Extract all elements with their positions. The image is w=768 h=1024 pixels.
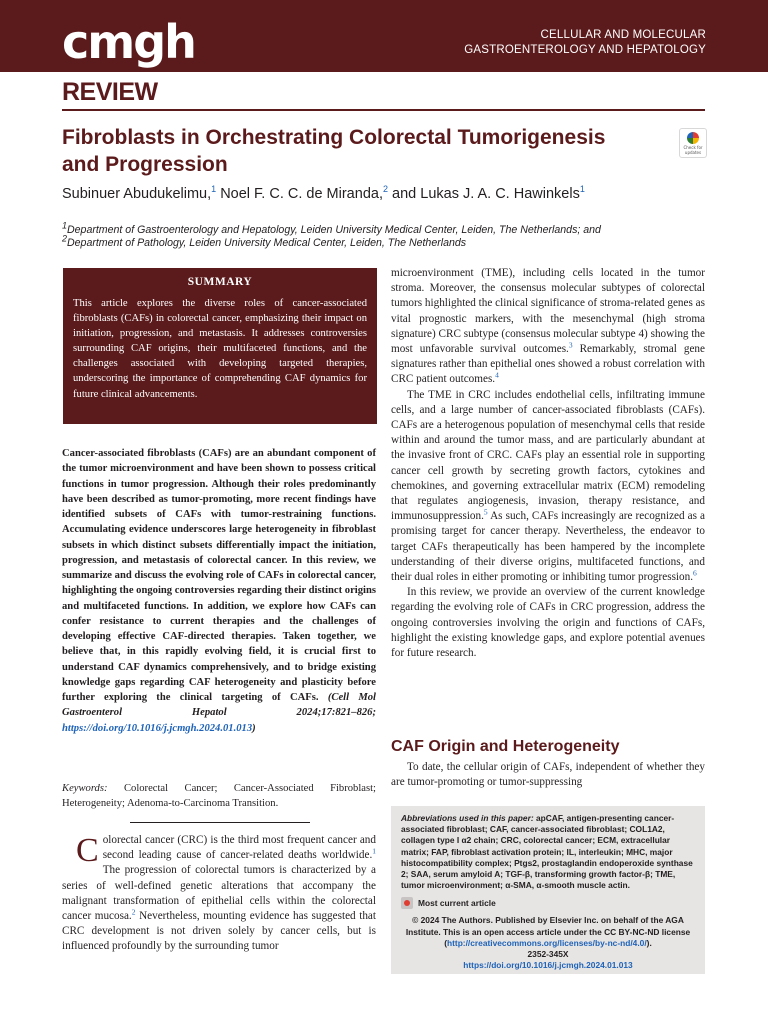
affiliation-text: Department of Gastroenterology and Hepatology, Leiden University Medical Center, Leiden, The Netherlands; and	[67, 224, 601, 236]
body-paragraph	[391, 388, 705, 586]
author-name: Subinuer Abudukelimu,	[62, 186, 212, 202]
introduction-paragraph	[62, 833, 376, 955]
body-paragraph	[391, 266, 705, 388]
abbreviations-box	[391, 806, 705, 974]
intro-text: olorectal cancer (CRC) is the third most frequent cancer and second leading cause of cancer-related deaths worldwide.	[102, 834, 376, 862]
section-heading: CAF Origin and Heterogeneity	[391, 738, 620, 755]
most-current-article[interactable]	[401, 897, 695, 909]
body-text: The TME in CRC includes endothelial cells, infiltrating immune cells, and a large number of cancer-associated fibroblasts (CAFs). CAFs are a heterogenous population of mesenchymal cells that reside within and around the tumor mass, and are particularly abundant at the invasive front of CRC. CAFs play an essential role in supporting cancer cell growth by secreting growth factors, cytokines and chemokines, and governing extracellular matrix (ECM) remodeling that regulates angiogenesis, invasion, therapy resistance, and immunosuppression.	[391, 388, 705, 523]
journal-header-band	[0, 0, 768, 72]
reference-link[interactable]: 3	[568, 340, 573, 350]
intro-text: The progression of colorectal tumors is characterized by a series of well-defined genetic alterations that accompany the malignant transformation of epithelial cells within the colorectal cancer mucosa.	[62, 864, 376, 923]
author-list	[62, 186, 585, 202]
reference-link[interactable]: 5	[483, 507, 488, 517]
reference-link[interactable]: 4	[495, 370, 499, 380]
journal-logo: cmgh	[62, 15, 195, 69]
right-column-text	[391, 266, 705, 661]
reference-link[interactable]: 6	[693, 568, 697, 578]
article-title: Fibroblasts in Orchestrating Colorectal Tumorigenesis and Progression	[62, 126, 606, 176]
author-name: Noel F. C. C. de Miranda,	[220, 186, 383, 202]
drop-cap: C	[76, 832, 99, 869]
affiliation-2	[62, 233, 467, 249]
affiliation-number: 1	[62, 220, 68, 231]
body-paragraph: In this review, we provide an overview of the current knowledge regarding the evolving role of CAFs in CRC progression, address the ongoing controversies involving the origin and functions of CAFs, highlight the existing knowledge gaps, and explore potential avenues for future research.	[391, 586, 705, 660]
affiliation-text: Department of Pathology, Leiden University Medical Center, Leiden, The Netherlands	[67, 237, 467, 249]
license-statement	[401, 915, 695, 971]
check-for-updates-badge[interactable]	[679, 128, 707, 158]
body-text: microenvironment (TME), including cells located in the tumor stroma. Moreover, the consensus molecular subtypes of colorectal tumors highlighted the clinical significance of stroma-related genes as vital prognostic markers, with the mesenchymal (high stroma signature) CRC subtype (consensus molecular subtype 4) showing the most unfavorable survival outcomes.	[391, 267, 705, 356]
journal-name	[464, 28, 706, 58]
author-affiliation-ref[interactable]: 1	[579, 184, 585, 195]
abbreviations-label: Abbreviations used in this paper:	[401, 813, 534, 823]
issn: 2352-345X	[527, 949, 569, 960]
abstract-doi-link[interactable]: https://doi.org/10.1016/j.jcmgh.2024.01.013	[62, 722, 253, 734]
most-current-article-label: Most current article	[418, 897, 496, 908]
reference-link[interactable]: 1	[372, 846, 376, 856]
author-affiliation-ref[interactable]: 1	[211, 184, 217, 195]
abstract	[62, 446, 376, 736]
journal-name-line2: GASTROENTEROLOGY AND HEPATOLOGY	[464, 44, 706, 56]
header-rule	[62, 109, 705, 111]
check-for-updates-label: Check for updates	[683, 145, 703, 155]
section-text: To date, the cellular origin of CAFs, independent of whether they are tumor-promoting or tumor-suppressing	[391, 761, 705, 789]
license-text: © 2024 The Authors. Published by Elsevier Inc. on behalf of the AGA Institute. This is an open access article under the CC BY-NC-ND license (	[405, 915, 691, 948]
most-current-article-icon	[401, 897, 413, 909]
abstract-text: Cancer-associated fibroblasts (CAFs) are an abundant component of the tumor microenvironment and have been shown to possess critical functions in tumor progression. Although their roles predominantly have been described as tumor-promoting, more recent findings have identified subsets of CAFs with tumor-restraining functions. Accumulating evidence underscores large heterogeneity in fibroblast subsets in which distinct subsets differentially impact the initiation, progression, and metastasis of colorectal cancer. In this review, we summarize and discuss the evolving role of CAFs in colorectal cancer, highlighting the ongoing controversies regarding their distinct origins and multifaceted functions. In addition, we explore how CAFs can confer resistance to current therapies and the challenges of developing effective CAF-directed therapies. Taken together, we believe that, in this rapidly evolving field, it is crucial first to understand CAF dynamics comprehensively, and to bridge existing knowledge gaps regarding CAF heterogeneity and plasticity before further exploring the clinical targeting of CAFs.	[62, 448, 377, 703]
summary-heading: SUMMARY	[187, 276, 253, 288]
summary-box	[63, 268, 377, 424]
abstract-citation-close: )	[252, 722, 256, 734]
affiliation-1	[62, 220, 601, 236]
license-text: ).	[646, 937, 652, 948]
crossmark-icon	[687, 132, 699, 144]
reference-link[interactable]: 2	[131, 907, 136, 917]
keywords-text: Colorectal Cancer; Cancer-Associated Fibroblast; Heterogeneity; Adenoma-to-Carcinoma Transition.	[62, 783, 376, 809]
abbreviations-paragraph	[401, 813, 695, 891]
article-type-label: REVIEW	[62, 78, 158, 106]
author-name: and Lukas J. A. C. Hawinkels	[392, 186, 580, 202]
abbreviations-text: apCAF, antigen-presenting cancer-associated fibroblast; CAF, cancer-associated fibroblast; COL1A2, collagen type I α2 chain; CRC, colorectal cancer; ECM, extracellular matrix; FAP, fibroblast activation protein; IL, interleukin; MHC, major histocompatibility complex; Ptgs2, prostaglandin endoperoxide synthase 2; SAA, serum amyloid A; TGF-β, transforming growth factor-β; TME, tumor microenvironment; α-SMA, α-smooth muscle actin.	[401, 813, 693, 891]
intro-text: Nevertheless, mounting evidence has suggested that CRC development is not driven solely by cancer cells, but is influenced profoundly by the surrounding tumor	[62, 910, 376, 953]
abstract-citation: (Cell Mol Gastroenterol Hepatol 2024;17:821–826;	[62, 692, 376, 719]
summary-text: This article explores the diverse roles of cancer-associated fibroblasts (CAFs) in colorectal cancer, emphasizing their impact on initiation, progression, and metastasis. It addresses controversies surrounding CAF origins, their multifaceted functions, and the challenges associated with developing targeted therapies, underscoring the importance of comprehending CAF dynamics for future clinical advancements.	[73, 298, 367, 400]
keywords-label: Keywords:	[62, 783, 108, 794]
affiliation-number: 2	[62, 233, 68, 244]
license-link[interactable]: http://creativecommons.org/licenses/by-nc-nd/4.0/	[447, 937, 647, 948]
article-doi-link[interactable]: https://doi.org/10.1016/j.jcmgh.2024.01.013	[463, 960, 633, 971]
body-text: As such, CAFs increasingly are recognized as a promising target for cancer therapy. Nevertheless, the endeavor to target CAFs therapeutically has been hampered by the incomplete understanding of their diverse origins, multifaceted functions, and their dual roles in either promoting or inhibiting tumor progression.	[391, 510, 705, 584]
keywords	[62, 781, 376, 811]
author-affiliation-ref[interactable]: 2	[382, 184, 388, 195]
body-text: Remarkably, stromal gene signatures rather than epithelial ones showed a robust correlation with CRC patient outcomes.	[391, 343, 705, 386]
keywords-divider	[130, 822, 310, 823]
journal-name-line1: CELLULAR AND MOLECULAR	[540, 29, 706, 41]
